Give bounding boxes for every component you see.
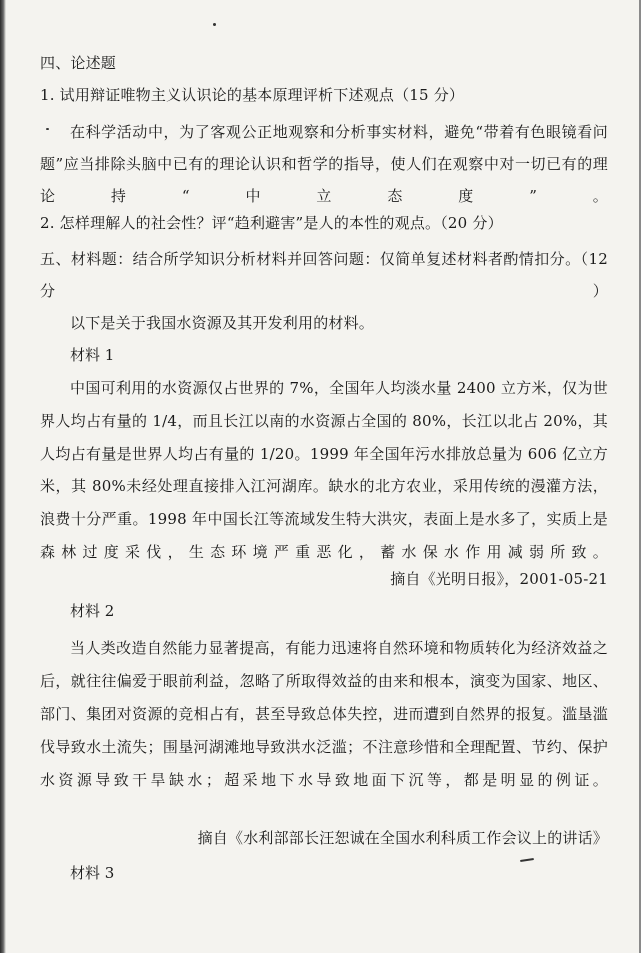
question-2: 2. 怎样理解人的社会性？评“趋利避害”是人的本性的观点。（20 分） <box>40 214 503 232</box>
scan-speck <box>213 23 216 26</box>
question-1-quote: 在科学活动中，为了客观公正地观察和分析事实材料，避免“带着有色眼镜看问题”应当排除头脑中已有的理论认识和哲学的指导，使人们在观察中对一切已有的理论持“中立态度”。 <box>40 123 608 205</box>
material-3-title: 材料 3 <box>70 864 115 882</box>
material-2-title: 材料 2 <box>70 602 115 620</box>
scan-stroke <box>520 858 534 862</box>
material-intro: 以下是关于我国水资源及其开发利用的材料。 <box>70 314 375 332</box>
material-2-source: 摘自《水利部部长汪恕诚在全国水利科质工作会议上的讲话》 <box>197 829 608 847</box>
scan-shadow-left <box>0 0 6 953</box>
question-1: 1. 试用辩证唯物主义认识论的基本原理评析下述观点（15 分） <box>40 86 465 104</box>
section-4-heading: 四、论述题 <box>40 54 117 72</box>
material-1-text: 中国可利用的水资源仅占世界的 7%，全国年人均淡水量 2400 立方米，仅为世界人均占有量的 1/4，而且长江以南的水资源占全国的 80%，长江以北占 20%，其人均占有量是世界人均占有量的 1/20。1999 年全国年污水排放总量为 606 亿立方米，其 80%未经处理直接排入江河湖库。缺水的北方农业，采用传统的漫灌方法，浪费十分严重。1998 年中国长江等流域发生特大洪灾，表面上是水多了，实质上是森林过度采伐，生态环境严重恶化，蓄水保水作用减弱所致。 <box>40 379 608 561</box>
section-5-heading: 五、材料题：结合所学知识分析材料并回答问题：仅简单复述材料者酌情扣分。（12 分） <box>40 250 608 300</box>
material-2-text: 当人类改造自然能力显著提高，有能力迅速将自然环境和物质转化为经济效益之后，就往往偏爱于眼前利益，忽略了所取得效益的由来和根本，演变为国家、地区、部门、集团对资源的竞相占有，甚至导致总体失控，进而遭到自然界的报复。滥垦滥伐导致水土流失；围垦河湖滩地导致洪水泛滥；不注意珍惜和全理配置、节约、保护水资源导致干旱缺水；超采地下水导致地面下沉等，都是明显的例证。 <box>40 639 608 789</box>
material-1-source: 摘自《光明日报》，2001-05-21 <box>390 570 608 588</box>
material-1-title: 材料 1 <box>70 346 115 364</box>
